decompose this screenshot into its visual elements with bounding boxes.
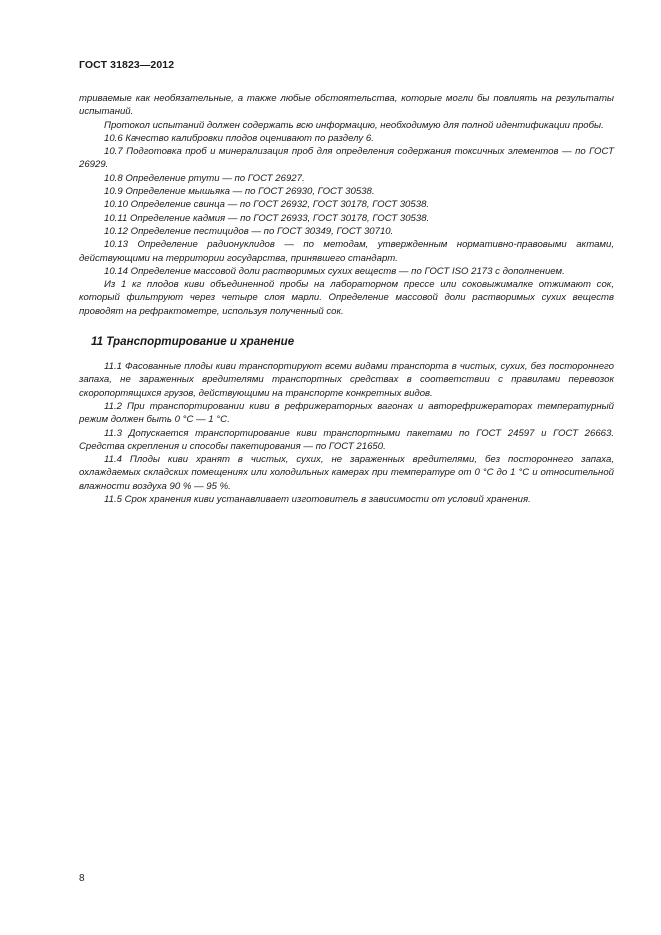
paragraph-10-10: 10.10 Определение свинца — по ГОСТ 26932, ГОСТ 30178, ГОСТ 30538. (104, 199, 430, 211)
section-title: 11 Транспортирование и хранение (91, 335, 295, 349)
document-header: ГОСТ 31823—2012 (79, 59, 175, 71)
page-body (79, 92, 614, 506)
paragraph-10-12: 10.12 Определение пестицидов — по ГОСТ 30349, ГОСТ 30710. (104, 225, 394, 237)
paragraph-11-2: 11.2 При транспортировании киви в рефрижераторных вагонах и авторефрижераторах температурный режим должен быть 0 °С — 1 °С. (79, 400, 614, 426)
paragraph-10-14: 10.14 Определение массовой доли растворимых сухих веществ — по ГОСТ ISO 2173 с дополнением. (104, 265, 565, 277)
paragraph-10-8: 10.8 Определение ртути — по ГОСТ 26927. (104, 172, 305, 184)
paragraph-11-4: 11.4 Плоды киви хранят в чистых, сухих, не зараженных вредителями, без постороннего запаха, охлаждаемых складских помещениях или холодильных камерах при температуре от 0 °С до 1 °С и относительной влажности воздуха 90 % — 95 %. (79, 454, 614, 492)
paragraph-10-13: 10.13 Определение радионуклидов — по методам, утвержденным нормативно-правовыми актами, действующими на территории государства, принявшего стандарт. (79, 239, 614, 264)
paragraph: Из 1 кг плодов киви объединенной пробы на лабораторном прессе или соковыжималке отжимают сок, который фильтруют через четыре слоя марли. Определение массовой доли растворимых сухих веществ проводят на рефрактометре, используя полученный сок. (79, 279, 614, 317)
paragraph-11-3: 11.3 Допускается транспортирование киви транспортными пакетами по ГОСТ 24597 и ГОСТ 26663. Средства скрепления и способы пакетирования — по ГОСТ 21650. (79, 427, 614, 452)
paragraph: триваемые как необязательные, а также любые обстоятельства, которые могли бы повлиять на результаты испытаний. (79, 93, 614, 118)
paragraph-10-6: 10.6 Качество калибровки плодов оценивают по разделу 6. (104, 132, 374, 144)
paragraph-11-1: 11.1 Фасованные плоды киви транспортируют всеми видами транспорта в чистых, сухих, без постороннего запаха, не зараженных вредителями транспортных средствах в соответствии с правилами перевозок скоропортящихся грузов, действующими на транспорте конкретных видов. (79, 361, 614, 399)
page-number: 8 (79, 873, 85, 884)
paragraph-10-9: 10.9 Определение мышьяка — по ГОСТ 26930, ГОСТ 30538. (104, 186, 375, 198)
paragraph-10-11: 10.11 Определение кадмия — по ГОСТ 26933, ГОСТ 30178, ГОСТ 30538. (104, 212, 430, 224)
paragraph-10-7: 10.7 Подготовка проб и минерализация проб для определения содержания токсичных элементов — по ГОСТ 26929. (79, 146, 614, 171)
paragraph-11-5: 11.5 Срок хранения киви устанавливает изготовитель в зависимости от условий хранения. (104, 494, 531, 506)
paragraph: Протокол испытаний должен содержать всю информацию, необходимую для полной идентификации пробы. (104, 119, 604, 131)
